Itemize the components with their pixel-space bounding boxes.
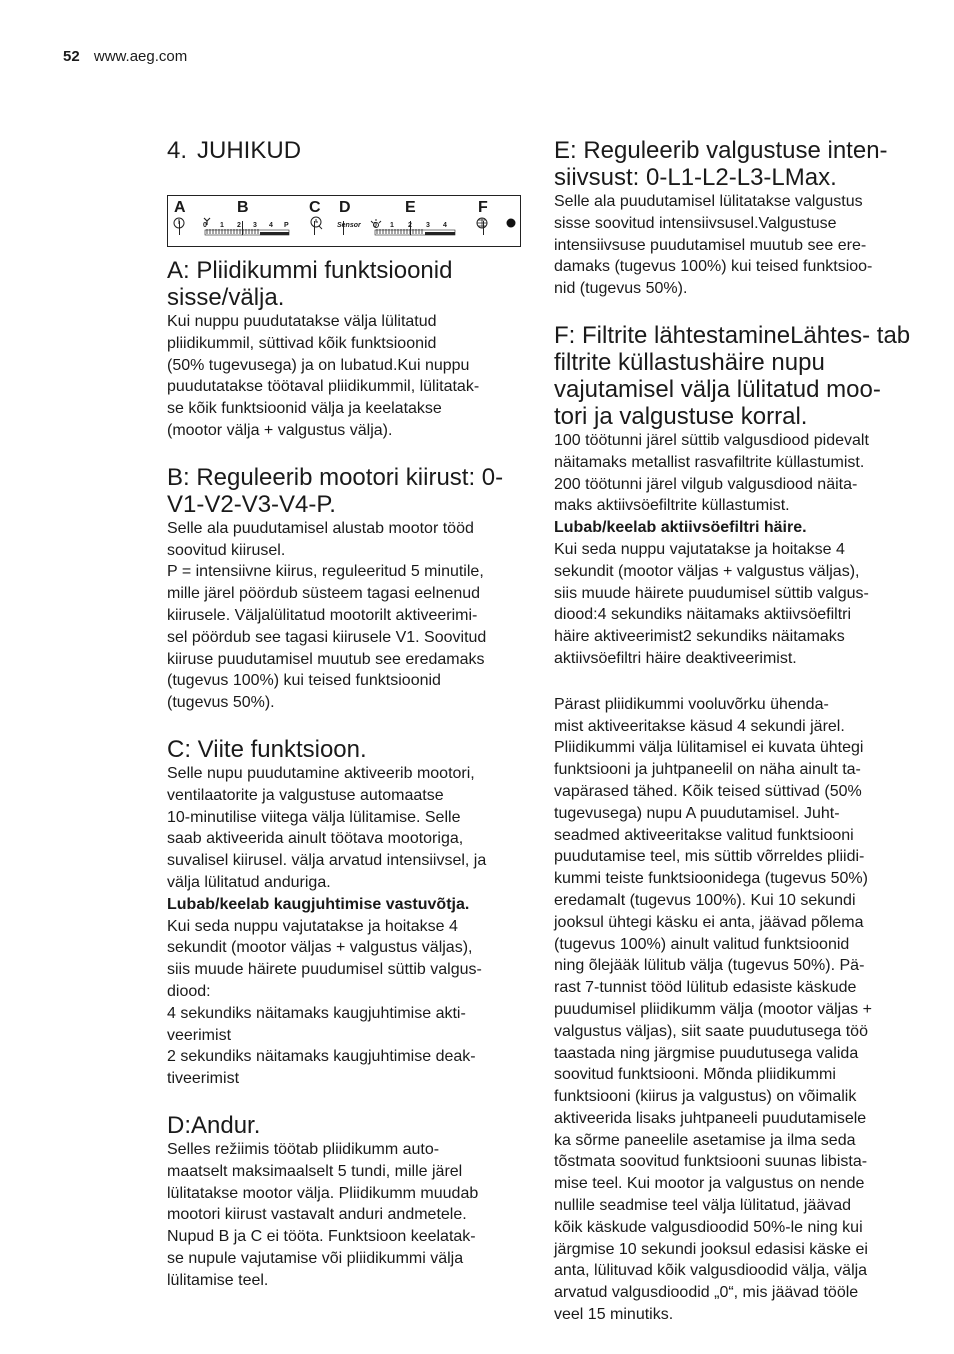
scale-label: 4 [443,222,447,229]
section-a-body [167,311,527,442]
text-line: siis muude häirete puudumisel süttib valgus- [167,961,482,979]
text-line: sel pöördub see tagasi kiirusele V1. Soovitud [167,628,487,646]
section-b-body [167,518,527,714]
text-line: (50% tugevusega) ja on lubatud.Kui nuppu [167,356,470,374]
section-f-body [554,430,916,670]
text-line: soovitud funktsiooni. Mõnda pliidikummi [554,1066,836,1084]
text-line: arvatud valgusdioodid „0“, mis jäävad tööle [554,1284,859,1302]
text-line: välja lülitatud anduriga. [167,873,331,891]
text-line: maatselt maksimaalselt 5 tundi, mille järel [167,1162,463,1180]
text-line: ka sõrme paneelile asetamise ja ilma seda [554,1131,856,1149]
text-line: kummi teiste funktsioonidega (tugevus 50%) [554,870,868,888]
text-line: ning õlejääk lülitub välja (tugevus 50%). Pä- [554,957,865,975]
scale-label: 0 [373,222,377,229]
scale-label: 0 [203,222,207,229]
site-url: www.aeg.com [93,48,188,65]
text-line: 2 sekundiks näitamaks kaugjuhtimise deak- [167,1048,476,1066]
text-line: soovitud kiirusel. [167,541,286,559]
text-line: mist aktiveeritakse käsud 4 sekundi järel. [554,717,845,735]
text-line: diood: [167,982,211,1000]
text-line: häire aktiveerimist2 sekundiks näitamaks [554,628,845,646]
panel-letter-e: E [405,199,416,216]
page-header [63,48,187,65]
text-line: Nupud B ja C ei tööta. Funktsioon keelatak- [167,1228,476,1246]
page-number: 52 [63,48,80,65]
text-line: rast 7-tunnist tööd lülitub edasiste käskude [554,979,857,997]
text-line: se kõik funktsioonid välja ja keelatakse [167,400,442,418]
section-d-body [167,1139,527,1292]
chapter-title: JUHIKUD [197,137,302,164]
text-line: Kui seda nuppu vajutatakse ja hoitakse 4 [167,917,458,935]
text-line: sisse soovitud intensiivsusel.Valgustuse [554,214,837,232]
text-line: kõik käskude valgusdioodid 50%-le ning kui [554,1218,863,1236]
section-c-title: C: Viite funktsioon. [167,735,367,763]
text-line: puudumisel pliidikumm välja (mootor väljas + [554,1000,872,1018]
scale-label: 2 [237,222,241,229]
text-line: siis muude häirete puudumisel süttib valgus- [554,584,869,602]
closing-paragraph [554,694,916,1326]
left-column [167,137,527,1291]
chapter-heading [167,137,527,165]
text-line: taastada ning järgmise puudutusega valida [554,1044,859,1062]
text-line: se nupule vajutamise või pliidikummi välja [167,1249,464,1267]
text-line: ventilaatorite ja valgustuse automaatse [167,786,444,804]
panel-letter-d: D [339,199,351,216]
text-line: eredamalt (tugevus 100%). Kui 10 sekundi [554,891,856,909]
section-a [167,257,527,442]
text-line: järgmise 10 sekundi jooksul edasisi käske ei [554,1240,868,1258]
text-line: mootori kiirust vastavalt anduri andmetele. [167,1206,467,1224]
section-f [554,322,916,670]
text-line: seadmed aktiveeritakse valitud funktsiooni [554,826,854,844]
remote-control-subheading: Lubab/keelab kaugjuhtimise vastuvõtja. [167,895,470,913]
section-b [167,464,527,714]
text-line: jooksul ühtegi käsku ei anta, jäävad põlema [554,913,864,931]
panel-letter-a: A [174,199,186,216]
text-line: nid (tugevus 50%). [554,280,688,298]
text-line: 10-minutilise viitega välja lülitamise. Selle [167,808,461,826]
text-line: Kui seda nuppu vajutatakse ja hoitakse 4 [554,540,845,558]
sensor-label[interactable]: Sensor [337,222,361,229]
text-line: kiiruse puudutamisel muutub see eredamaks [167,650,485,668]
scale-label: 2 [408,222,412,229]
text-line: kiirusele. Väljalülitatud mootorilt aktiveerimi- [167,606,478,624]
timer-icon[interactable] [311,217,322,229]
text-line: Pliidikummi välja lülitamisel ei kuvata ühtegi [554,739,864,757]
text-line: aktiveerida lisaks juhtpaneeli puudutamisele [554,1109,867,1127]
text-line: sekundit (mootor väljas + valgustus väljas), [167,939,473,957]
text-line: maks aktiivsöefiltrite küllastumist. [554,497,790,515]
text-line: Selle ala puudutamisel lülitatakse valgustus [554,193,863,210]
scale-label: P [284,222,289,229]
motor-speed-scale[interactable] [205,229,289,235]
text-line: (tugevus 50%). [167,694,275,712]
control-panel-icons [167,195,521,247]
text-line: mille järel pöördub süsteem tagasi eelnenud [167,585,481,603]
section-b-title: B: Reguleerib mootori kiirust: 0-V1-V2-V3-V4-P. [167,463,504,518]
panel-letter-b: B [237,199,249,216]
text-line: funktsiooni (kiirus ja valgustus) on võimalik [554,1088,857,1106]
section-e [554,137,916,300]
text-line: (tugevus 100%) kui teised funktsioonid [167,672,441,690]
text-line: tugevusega) nupu A puudutamisel. Juht- [554,804,840,822]
section-d-title: D:Andur. [167,1111,261,1139]
text-line: aktiivsöefiltri häire deaktiveerimist. [554,649,797,667]
text-line: lülitatakse mootor välja. Pliidikumm muudab [167,1184,479,1202]
text-line: saab aktiveerida ainult töötava mootoriga, [167,830,464,848]
text-line: lülitamise teel. [167,1271,269,1289]
scale-label: 4 [269,222,273,229]
section-e-body [554,191,916,300]
text-line: anta, lülituvad kõik valgusdioodid välja, välja [554,1262,868,1280]
text-line: tõstmata soovitud funktsiooni suunas libista- [554,1153,868,1171]
text-line: Kui nuppu puudutatakse välja lülitatud [167,313,437,330]
text-line: Selles režiimis töötab pliidikumm auto- [167,1140,440,1158]
text-line: damaks (tugevus 100%) kui teised funktsioo- [554,258,873,276]
text-line: näitamaks metallist rasvafiltrite küllastumist. [554,453,865,471]
text-line: sekundit (mootor väljas + valgustus väljas), [554,562,860,580]
section-c-body [167,763,527,1090]
text-line: 200 töötunni järel vilgub valgusdiood näita- [554,475,858,493]
text-line: Pärast pliidikummi vooluvõrku ühenda- [554,695,829,713]
section-d [167,1112,527,1292]
text-line: suvalisel kiirusel. välja arvatud intensiivsel, ja [167,852,487,870]
text-line: (tugevus 100%) ainult valitud funktsioonid [554,935,850,953]
scale-label: 3 [426,222,430,229]
text-line: veel 15 minutiks. [554,1306,674,1324]
control-panel-diagram [167,169,521,247]
section-a-title: A: Pliidikummi funktsioonid sisse/välja. [167,257,453,311]
text-line: mise teel. Kui mootor ja valgustus on nende [554,1175,865,1193]
chapter-number: 4. [167,137,188,164]
text-line: Selle nupu puudutamine aktiveerib mootori, [167,764,475,782]
text-line: nullile seadmise teel välja lülitatud, jäävad [554,1197,852,1215]
right-column [554,137,916,1326]
panel-letter-c: C [309,199,321,216]
text-line: P = intensiivne kiirus, reguleeritud 5 minutile, [167,563,484,581]
power-icon[interactable] [174,218,184,228]
section-e-title: E: Reguleerib valgustuse inten- siivsust: 0-L1-L2-L3-LMax. [554,137,888,191]
section-f-title: F: Filtrite lähtestamineLähtes- tab filtrite küllastushäire nupu vajutamisel välja lülitatud moo- tori ja valgustuse korral. [554,321,911,430]
filter-alarm-subheading: Lubab/keelab aktiivsöefiltri häire. [554,519,807,537]
text-line: 100 töötunni järel süttib valgusdiood pidevalt [554,431,869,449]
filter-icon[interactable] [477,218,487,228]
text-line: diood:4 sekundiks näitamaks aktiivsöefiltri [554,606,852,624]
text-line: intensiivsuse puudutamisel muutub see ere- [554,236,867,254]
text-line: puudutamise teel, mis süttib võrreldes pliidi- [554,848,865,866]
text-line: vapärased tähed. Kõik teised süttivad (50% [554,782,862,800]
text-line: tiveerimist [167,1070,240,1088]
text-line: veerimist [167,1026,232,1044]
panel-letter-f: F [478,199,488,216]
filter-led-indicator [507,219,516,228]
text-line: Selle ala puudutamisel alustab mootor tööd [167,519,474,537]
text-line: pliidikummil, süttivad kõik funktsioonid [167,334,437,352]
text-line: (mootor välja + valgustus välja). [167,421,393,439]
scale-label: 1 [390,222,394,229]
scale-label: 3 [253,222,257,229]
light-intensity-scale[interactable] [375,229,455,235]
text-line: valgustus väljas), siit saate puudutusega töö [554,1022,868,1040]
text-line: puudutatakse töötaval pliidikummil, lülitatak- [167,378,480,396]
text-line: funktsiooni ja juhtpaneelil on näha ainult ta- [554,761,861,779]
section-c [167,736,527,1090]
scale-label: 1 [220,222,224,229]
text-line: 4 sekundiks näitamaks kaugjuhtimise akti- [167,1004,466,1022]
